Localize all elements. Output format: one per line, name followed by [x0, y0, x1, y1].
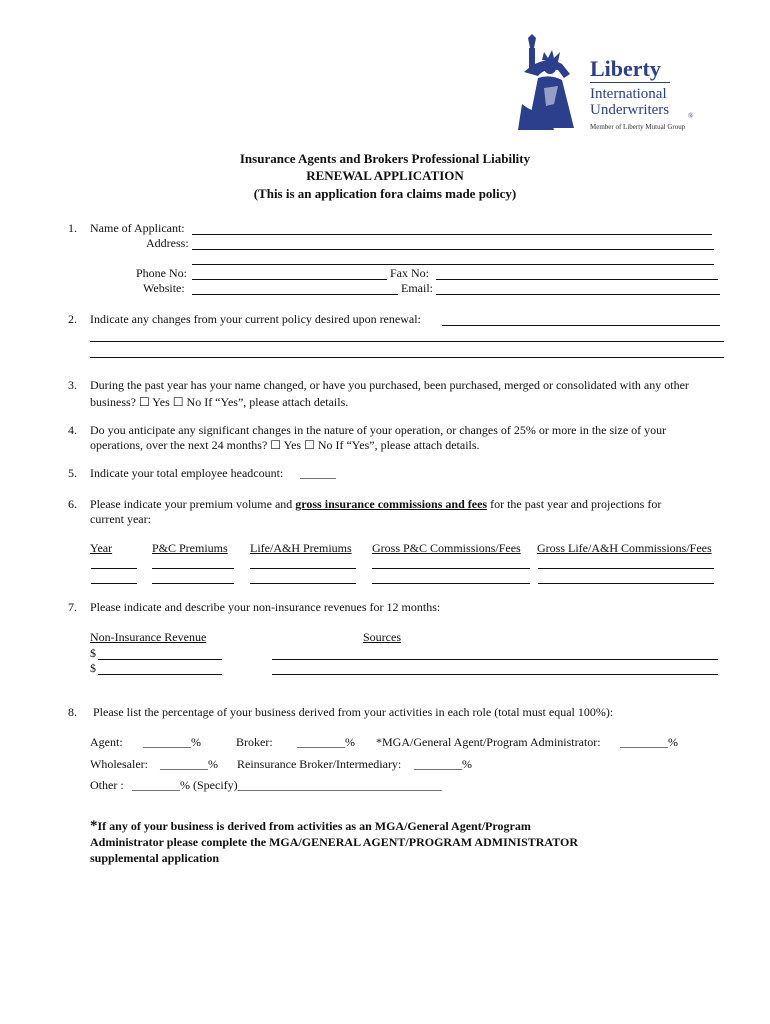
- mga-label: *MGA/General Agent/Program Administrator:: [376, 735, 601, 749]
- statue-of-liberty-icon: [514, 34, 586, 132]
- website-label: Website:: [143, 281, 185, 295]
- revenue-field-2[interactable]: [98, 674, 222, 675]
- email-label: Email:: [401, 281, 433, 295]
- q7-number: 7.: [68, 600, 77, 614]
- pc-field-2[interactable]: [152, 583, 234, 584]
- gross-pc-field-1[interactable]: [372, 568, 530, 569]
- address-label: Address:: [146, 236, 189, 250]
- q1-number: 1.: [68, 221, 77, 235]
- logo-brand: Liberty: [590, 56, 661, 81]
- source-field-2[interactable]: [272, 674, 718, 675]
- address-field-2[interactable]: [192, 264, 714, 265]
- phone-label: Phone No:: [136, 266, 187, 280]
- q4-text-line2[interactable]: operations, over the next 24 months? ☐ Yes ☐ No If “Yes”, please attach details.: [90, 438, 480, 452]
- year-field-1[interactable]: [91, 568, 137, 569]
- q2-text: Indicate any changes from your current policy desired upon renewal:: [90, 312, 421, 326]
- q6-text-emphasis: gross insurance commissions and fees: [295, 497, 488, 511]
- q8-text: Please list the percentage of your business derived from your activities in each role (total must equal 100%):: [93, 705, 614, 719]
- name-field[interactable]: [192, 234, 712, 235]
- agent-field[interactable]: ________%: [143, 735, 201, 749]
- footnote: [90, 818, 578, 866]
- phone-field[interactable]: [192, 279, 387, 280]
- q8-number: 8.: [68, 705, 77, 719]
- form-policy-note: (This is an application fora claims made policy): [253, 186, 517, 201]
- logo-member: Member of Liberty Mutual Group: [590, 123, 686, 131]
- wholesaler-field[interactable]: ________%: [160, 757, 218, 771]
- fax-field[interactable]: [436, 279, 718, 280]
- logo-line3: Underwriters: [590, 102, 670, 118]
- dollar-sign-2: $: [90, 661, 96, 675]
- q4-number: 4.: [68, 423, 77, 437]
- col-gross-life: Gross Life/A&H Commissions/Fees: [537, 541, 712, 555]
- website-field[interactable]: [192, 294, 398, 295]
- email-field[interactable]: [436, 294, 720, 295]
- logo-line2: International: [590, 86, 667, 102]
- col-non-insurance-revenue: Non-Insurance Revenue: [90, 630, 207, 644]
- footnote-line3: supplemental application: [90, 851, 220, 865]
- q6-text-post: for the past year and projections for: [487, 497, 662, 511]
- reinsurance-label: Reinsurance Broker/Intermediary:: [237, 757, 402, 771]
- fax-label: Fax No:: [390, 266, 429, 280]
- q7-text: Please indicate and describe your non-insurance revenues for 12 months:: [90, 600, 441, 614]
- logo-tm: ®: [688, 112, 694, 120]
- logo-rule: [590, 82, 670, 83]
- form-subtitle: RENEWAL APPLICATION: [306, 168, 464, 183]
- liberty-logo: [514, 34, 704, 134]
- q6-text-pre: Please indicate your premium volume and: [90, 497, 296, 511]
- address-field-1[interactable]: [192, 249, 714, 250]
- wholesaler-label: Wholesaler:: [90, 757, 148, 771]
- form-title: Insurance Agents and Brokers Professional Liability: [239, 151, 531, 166]
- q3-number: 3.: [68, 378, 77, 392]
- headcount-field[interactable]: ______: [300, 466, 336, 480]
- source-field-1[interactable]: [272, 659, 718, 660]
- q3-text-line2[interactable]: business? ☐ Yes ☐ No If “Yes”, please attach details.: [90, 395, 349, 409]
- footnote-line2: Administrator please complete the MGA/GENERAL AGENT/PROGRAM ADMINISTRATOR: [90, 835, 578, 849]
- footnote-line1: [90, 818, 578, 834]
- other-label: Other :: [90, 778, 124, 792]
- col-pc-premiums: P&C Premiums: [152, 541, 228, 555]
- revenue-field-1[interactable]: [98, 659, 222, 660]
- gross-life-field-2[interactable]: [538, 583, 714, 584]
- year-field-2[interactable]: [91, 583, 137, 584]
- q5-text: Indicate your total employee headcount:: [90, 466, 284, 480]
- col-year: Year: [90, 541, 113, 555]
- q3-text-line1: During the past year has your name changed, or have you purchased, been purchased, merged or consolidated with any other: [90, 378, 689, 392]
- dollar-sign-1: $: [90, 646, 96, 660]
- col-life-premiums: Life/A&H Premiums: [250, 541, 352, 555]
- q6-text-line2: current year:: [90, 512, 151, 526]
- reinsurance-field[interactable]: ________%: [414, 757, 472, 771]
- other-field[interactable]: ________% (Specify)__________________________________: [132, 778, 442, 792]
- q2-number: 2.: [68, 312, 77, 326]
- life-field-1[interactable]: [250, 568, 356, 569]
- name-label: Name of Applicant:: [90, 221, 185, 235]
- q6-number: 6.: [68, 497, 77, 511]
- q2-field-2[interactable]: [90, 341, 724, 342]
- agent-label: Agent:: [90, 735, 123, 749]
- q4-text-line1: Do you anticipate any significant changes in the nature of your operation, or changes of 25% or more in the size of your: [90, 423, 667, 437]
- col-gross-pc: Gross P&C Commissions/Fees: [372, 541, 521, 555]
- q2-field-1[interactable]: [442, 325, 720, 326]
- broker-field[interactable]: ________%: [297, 735, 355, 749]
- pc-field-1[interactable]: [152, 568, 234, 569]
- footnote-star: *: [90, 818, 98, 834]
- q5-number: 5.: [68, 466, 77, 480]
- footnote-line1-text: If any of your business is derived from activities as an MGA/General Agent/Program: [97, 819, 531, 833]
- q6-text: [90, 497, 661, 512]
- gross-life-field-1[interactable]: [538, 568, 714, 569]
- broker-label: Broker:: [236, 735, 273, 749]
- gross-pc-field-2[interactable]: [372, 583, 530, 584]
- col-sources: Sources: [363, 630, 401, 644]
- mga-field[interactable]: ________%: [620, 735, 678, 749]
- q2-field-3[interactable]: [90, 357, 724, 358]
- life-field-2[interactable]: [250, 583, 356, 584]
